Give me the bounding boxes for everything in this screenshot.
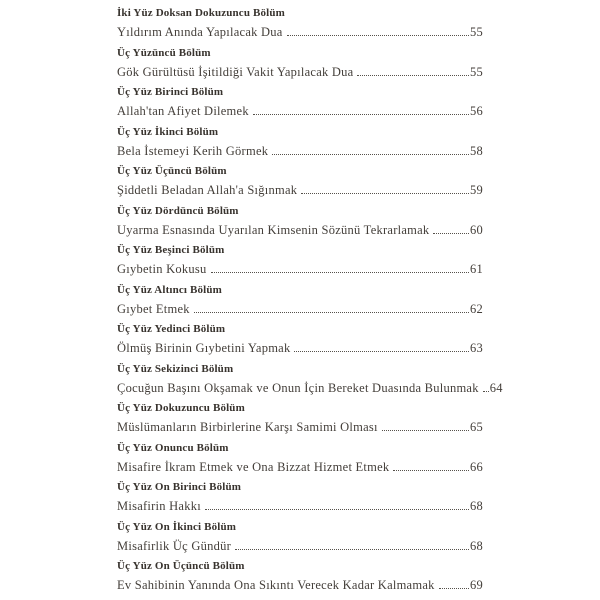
section-title: Allah'tan Afiyet Dilemek [117, 104, 249, 118]
page-number: 64 [489, 380, 503, 395]
dot-leader [433, 233, 469, 234]
page-number: 55 [470, 64, 483, 79]
page-number: 61 [470, 262, 483, 276]
page-number: 59 [470, 183, 483, 197]
toc-row [117, 63, 483, 83]
page-number: 55 [470, 25, 483, 39]
toc-entry [117, 517, 483, 557]
dot-leader [211, 272, 469, 273]
toc-row [117, 300, 483, 320]
toc-entry [117, 398, 483, 438]
section-title: Çocuğun Başını Okşamak ve Onun İçin Bereket Duasında Bulunmak [117, 380, 479, 395]
toc-entry [117, 201, 483, 241]
page-number: 60 [470, 222, 483, 237]
toc-row [117, 537, 483, 557]
dot-leader [393, 470, 469, 471]
toc-row [117, 497, 483, 517]
dot-leader [235, 549, 469, 550]
dot-leader [357, 75, 469, 76]
toc-entry [117, 477, 483, 517]
section-title: Şiddetli Beladan Allah'a Sığınmak [117, 183, 298, 197]
toc-row [117, 418, 483, 438]
toc-row [117, 379, 503, 399]
dot-leader [272, 154, 469, 155]
dot-leader [382, 430, 469, 431]
chapter-heading: Üç Yüz Birinci Bölüm [117, 86, 224, 98]
dot-leader [253, 114, 469, 115]
section-title: Uyarma Esnasında Uyarılan Kimsenin Sözünü Tekrarlamak [117, 222, 430, 237]
toc-entry [117, 438, 483, 478]
toc-entry [117, 280, 483, 320]
page-number: 68 [470, 499, 483, 513]
chapter-heading: Üç Yüz Dokuzuncu Bölüm [117, 402, 245, 414]
chapter-heading: Üç Yüz Altıncı Bölüm [117, 283, 222, 296]
section-title: Gök Gürültüsü İşitildiği Vakit Yapılacak Dua [117, 64, 354, 79]
page-number: 62 [470, 301, 483, 316]
dot-leader [301, 193, 469, 194]
section-title: Misafire İkram Etmek ve Ona Bizzat Hizmet Etmek [117, 459, 390, 474]
page-number: 69 [470, 578, 483, 592]
toc-entry [117, 319, 483, 359]
toc-row [117, 458, 483, 478]
section-title: Bela İstemeyi Kerih Görmek [117, 143, 269, 158]
toc-entry [117, 3, 483, 43]
chapter-heading: Üç Yüz Sekizinci Bölüm [117, 362, 234, 375]
section-title: Misafirlik Üç Gündür [117, 538, 232, 553]
page-number: 56 [470, 104, 483, 118]
section-title: Yıldırım Anında Yapılacak Dua [117, 25, 283, 39]
dot-leader [294, 351, 469, 352]
toc-row [117, 339, 483, 359]
toc-entry [117, 43, 483, 83]
chapter-heading: Üç Yüzüncü Bölüm [117, 46, 211, 59]
section-title: Ev Sahibinin Yanında Ona Sıkıntı Verecek Kadar Kalmamak [117, 578, 435, 592]
toc-row [117, 576, 483, 596]
page-number: 65 [470, 420, 483, 434]
dot-leader [194, 312, 469, 313]
dot-leader [483, 391, 489, 392]
toc-row [117, 102, 483, 122]
toc-entry [117, 122, 483, 162]
toc-row [117, 142, 483, 162]
chapter-heading: İki Yüz Doksan Dokuzuncu Bölüm [117, 7, 285, 19]
section-title: Gıybetin Kokusu [117, 262, 207, 276]
page-number: 63 [470, 341, 483, 355]
section-title: Müslümanların Birbirlerine Karşı Samimi Olması [117, 420, 378, 434]
dot-leader [287, 35, 469, 36]
chapter-heading: Üç Yüz Dördüncü Bölüm [117, 204, 239, 217]
toc-row [117, 23, 483, 43]
dot-leader [439, 588, 469, 589]
toc-entry [117, 359, 503, 399]
section-title: Gıybet Etmek [117, 301, 190, 316]
toc-row [117, 221, 483, 241]
page-number: 68 [470, 538, 483, 553]
chapter-heading: Üç Yüz Yedinci Bölüm [117, 323, 226, 335]
chapter-heading: Üç Yüz Üçüncü Bölüm [117, 165, 227, 177]
chapter-heading: Üç Yüz On İkinci Bölüm [117, 520, 237, 533]
chapter-heading: Üç Yüz Beşinci Bölüm [117, 244, 225, 256]
chapter-heading: Üç Yüz On Birinci Bölüm [117, 481, 242, 493]
toc-row [117, 181, 483, 201]
toc-entry [117, 240, 483, 280]
chapter-heading: Üç Yüz İkinci Bölüm [117, 125, 219, 138]
toc-entry [117, 161, 483, 201]
section-title: Ölmüş Birinin Gıybetini Yapmak [117, 341, 291, 355]
page-number: 58 [470, 143, 483, 158]
section-title: Misafirin Hakkı [117, 499, 201, 513]
toc-entry [117, 82, 483, 122]
chapter-heading: Üç Yüz On Üçüncü Bölüm [117, 560, 245, 572]
chapter-heading: Üç Yüz Onuncu Bölüm [117, 441, 229, 454]
dot-leader [205, 509, 469, 510]
toc-row [117, 260, 483, 280]
toc-entry [117, 556, 483, 596]
page-number: 66 [470, 459, 483, 474]
